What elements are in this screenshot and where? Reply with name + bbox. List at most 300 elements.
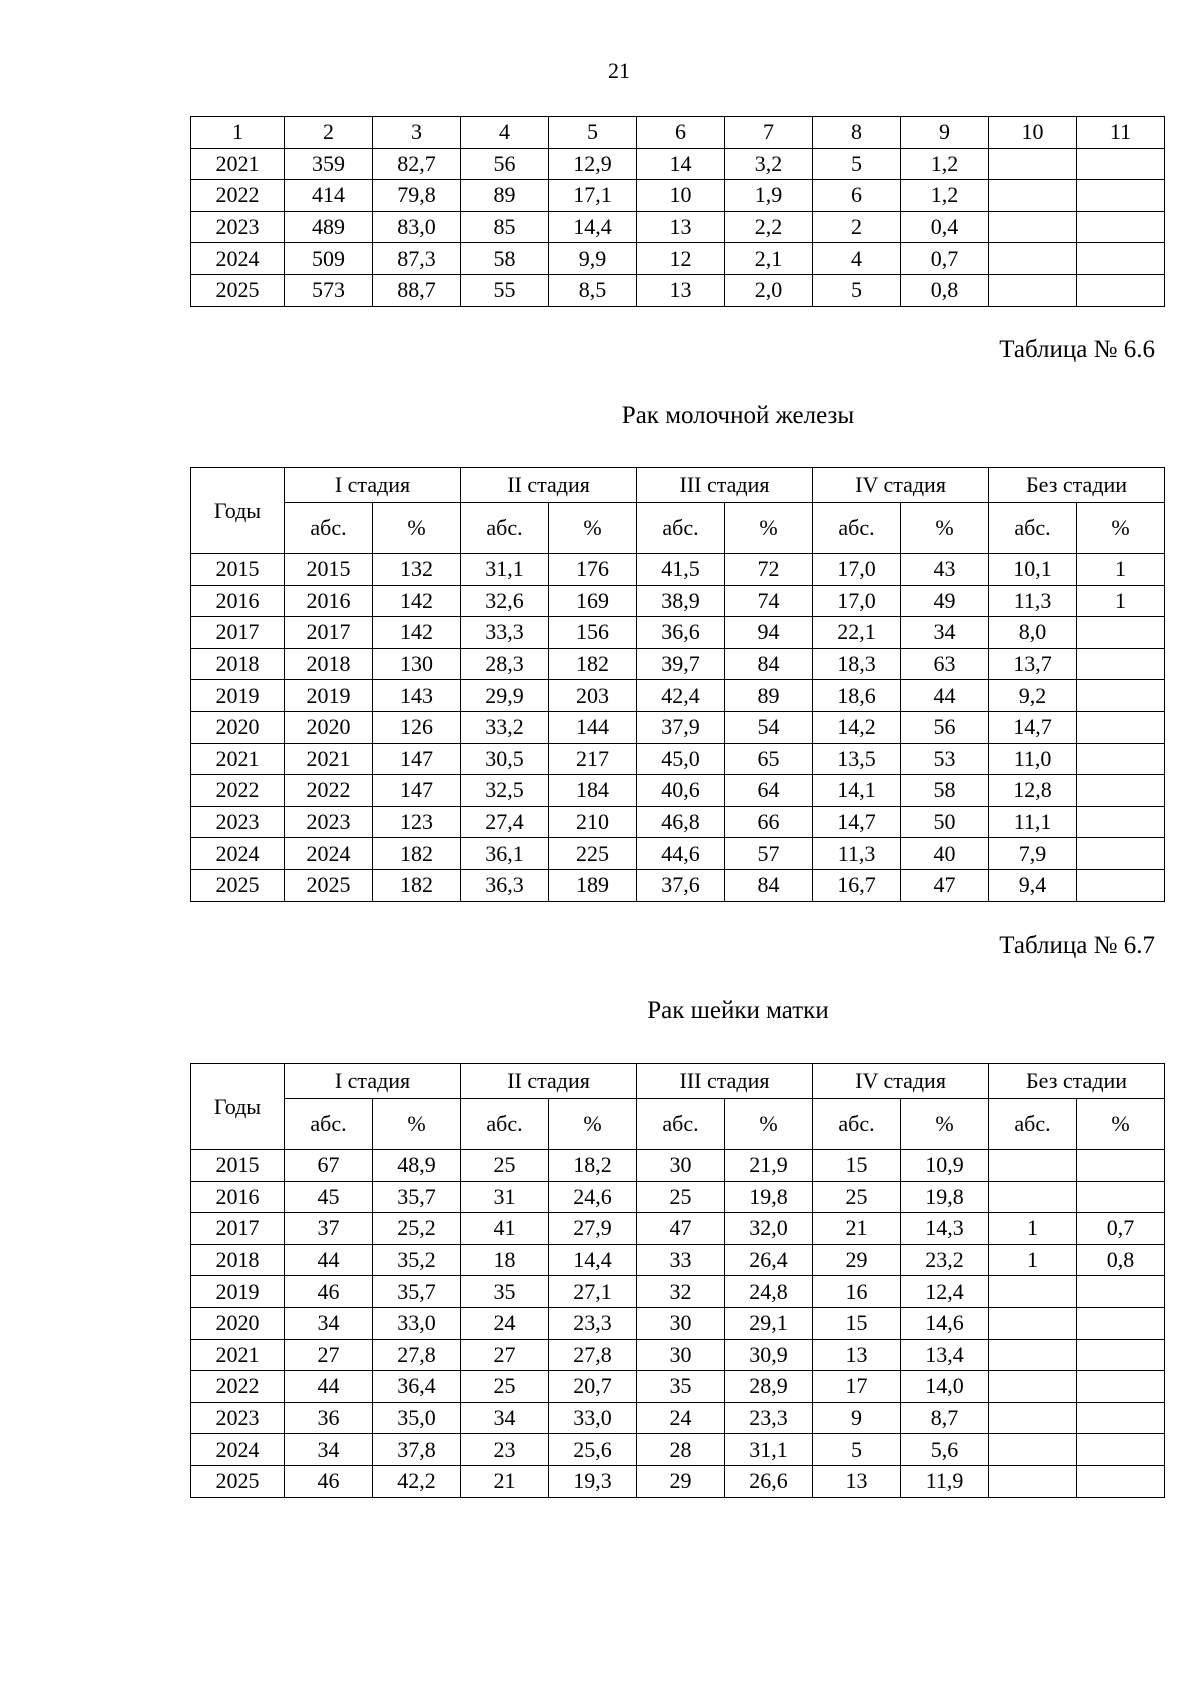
table-cell: 30 (637, 1339, 725, 1371)
column-number-cell: 11 (1077, 117, 1165, 149)
table-cell: 25,6 (549, 1434, 637, 1466)
table-cell: 79,8 (373, 180, 461, 212)
table-cell (1077, 1465, 1165, 1497)
table-cell: 11,3 (989, 585, 1077, 617)
table-cell: 13 (637, 211, 725, 243)
table-row (191, 1244, 1165, 1276)
table-cell: 37,9 (637, 711, 725, 743)
percent-header: % (549, 1099, 637, 1150)
table-cell: 45,0 (637, 743, 725, 775)
column-number-cell: 7 (725, 117, 813, 149)
table-cell: 35,7 (373, 1276, 461, 1308)
table-cell: 2019 (285, 680, 373, 712)
table-cell (1077, 617, 1165, 649)
table-row (191, 1150, 1165, 1182)
table-cell: 13,4 (901, 1339, 989, 1371)
table-cell: 57 (725, 838, 813, 870)
table-cell: 54 (725, 711, 813, 743)
table-cell: 176 (549, 554, 637, 586)
percent-header: % (725, 503, 813, 554)
table-row (191, 648, 1165, 680)
continuation-table (190, 116, 1165, 307)
table-cell: 2,2 (725, 211, 813, 243)
stage-header: III стадия (637, 468, 813, 503)
table-cell: 12,4 (901, 1276, 989, 1308)
table-cell: 27 (461, 1339, 549, 1371)
page-number: 21 (608, 58, 630, 83)
table-row (191, 617, 1165, 649)
table-cell: 11,1 (989, 806, 1077, 838)
column-number-cell: 2 (285, 117, 373, 149)
table-cell: 58 (461, 243, 549, 275)
table-cell: 509 (285, 243, 373, 275)
abs-header: абс. (989, 503, 1077, 554)
table-cell (1077, 1150, 1165, 1182)
table-cell: 27 (285, 1339, 373, 1371)
table-cell (989, 1465, 1077, 1497)
stage-header: II стадия (461, 1064, 637, 1099)
table-cell: 44 (901, 680, 989, 712)
table-cell: 189 (549, 869, 637, 901)
table-cell: 1 (1077, 554, 1165, 586)
table-cell: 24 (637, 1402, 725, 1434)
table-cell (989, 1181, 1077, 1213)
table-cell: 34 (285, 1307, 373, 1339)
table-cell: 11,3 (813, 838, 901, 870)
table-cell: 2017 (285, 617, 373, 649)
table-cell: 35,7 (373, 1181, 461, 1213)
table-cell: 22,1 (813, 617, 901, 649)
table-cell: 10,9 (901, 1150, 989, 1182)
table-row (191, 838, 1165, 870)
table-cell: 0,8 (901, 274, 989, 306)
table-cell: 147 (373, 743, 461, 775)
table-cell: 65 (725, 743, 813, 775)
year-cell: 2020 (191, 1307, 285, 1339)
stage-header: II стадия (461, 468, 637, 503)
table-cell: 84 (725, 869, 813, 901)
year-cell: 2016 (191, 1181, 285, 1213)
table-cell: 36,6 (637, 617, 725, 649)
table-cell: 2,1 (725, 243, 813, 275)
table-row (191, 1402, 1165, 1434)
table-cell: 0,4 (901, 211, 989, 243)
table-row (191, 869, 1165, 901)
table-cell: 87,3 (373, 243, 461, 275)
stage-header: Без стадии (989, 468, 1165, 503)
column-number-cell: 9 (901, 117, 989, 149)
table-cell (1077, 838, 1165, 870)
table-cell: 30 (637, 1307, 725, 1339)
table-caption: Таблица № 6.7 (999, 932, 1155, 959)
table-cell: 9 (813, 1402, 901, 1434)
table-cell: 27,9 (549, 1213, 637, 1245)
table-cell (1077, 180, 1165, 212)
table-cell: 2018 (285, 648, 373, 680)
abs-header: абс. (637, 503, 725, 554)
abs-header: абс. (285, 1099, 373, 1150)
table-cell: 31 (461, 1181, 549, 1213)
table-cell: 12 (637, 243, 725, 275)
table-cell: 2022 (285, 775, 373, 807)
table-cell: 39,7 (637, 648, 725, 680)
table-cell: 56 (461, 148, 549, 180)
percent-header: % (901, 1099, 989, 1150)
table-cell: 225 (549, 838, 637, 870)
year-cell: 2017 (191, 1213, 285, 1245)
table-cell (1077, 1402, 1165, 1434)
abs-header: абс. (461, 1099, 549, 1150)
table-cell (1077, 711, 1165, 743)
percent-header: % (1077, 503, 1165, 554)
table-cell: 142 (373, 617, 461, 649)
table-cell: 28,3 (461, 648, 549, 680)
table-cell: 32 (637, 1276, 725, 1308)
table-cell: 32,0 (725, 1213, 813, 1245)
table-cell: 1 (989, 1244, 1077, 1276)
table-row (191, 180, 1165, 212)
table-cell: 30,5 (461, 743, 549, 775)
table-cell: 1 (989, 1213, 1077, 1245)
table-cell: 8,7 (901, 1402, 989, 1434)
table-title: Рак молочной железы (621, 402, 855, 429)
breast-cancer-table-body (191, 554, 1165, 902)
table-cell (1077, 274, 1165, 306)
table-cell: 15 (813, 1150, 901, 1182)
table-cell: 29,1 (725, 1307, 813, 1339)
percent-header: % (725, 1099, 813, 1150)
table-row (191, 585, 1165, 617)
table-cell: 40 (901, 838, 989, 870)
table-cell: 88,7 (373, 274, 461, 306)
table-cell: 26,6 (725, 1465, 813, 1497)
table-cell: 14,3 (901, 1213, 989, 1245)
table-cell: 17,0 (813, 585, 901, 617)
column-number-cell: 1 (191, 117, 285, 149)
table-cell: 182 (373, 838, 461, 870)
table-cell (1077, 806, 1165, 838)
table-cell: 37 (285, 1213, 373, 1245)
year-header: Годы (191, 468, 285, 554)
table-cell: 14,0 (901, 1371, 989, 1403)
table-cell (1077, 148, 1165, 180)
table-cell: 19,8 (901, 1181, 989, 1213)
table-cell: 31,1 (461, 554, 549, 586)
table-cell: 2021 (285, 743, 373, 775)
table-row (191, 1181, 1165, 1213)
table-cell: 26,4 (725, 1244, 813, 1276)
table-cell: 48,9 (373, 1150, 461, 1182)
table-cell: 130 (373, 648, 461, 680)
table-cell: 13 (637, 274, 725, 306)
table-cell: 34 (285, 1434, 373, 1466)
table-cell: 2 (813, 211, 901, 243)
table-row (191, 554, 1165, 586)
table-cell: 37,8 (373, 1434, 461, 1466)
table-cell: 1 (1077, 585, 1165, 617)
column-number-cell: 8 (813, 117, 901, 149)
table-cell: 36 (285, 1402, 373, 1434)
table-cell: 89 (461, 180, 549, 212)
table-cell: 53 (901, 743, 989, 775)
table-cell: 36,3 (461, 869, 549, 901)
table-cell: 414 (285, 180, 373, 212)
table-cell: 33 (637, 1244, 725, 1276)
table-cell: 25 (461, 1150, 549, 1182)
table-cell: 217 (549, 743, 637, 775)
table-cell: 30,9 (725, 1339, 813, 1371)
table-cell (989, 180, 1077, 212)
table-cell: 25 (461, 1371, 549, 1403)
table-cell: 5,6 (901, 1434, 989, 1466)
table-cell: 16,7 (813, 869, 901, 901)
table-cell: 44 (285, 1244, 373, 1276)
table-cell: 9,9 (549, 243, 637, 275)
column-number-cell: 4 (461, 117, 549, 149)
table-cell (989, 1150, 1077, 1182)
table-cell: 82,7 (373, 148, 461, 180)
table-cell: 49 (901, 585, 989, 617)
table-cell: 16 (813, 1276, 901, 1308)
table-row (191, 1307, 1165, 1339)
table-cell: 14,7 (813, 806, 901, 838)
table-cell: 5 (813, 1434, 901, 1466)
table-cell: 56 (901, 711, 989, 743)
table-cell: 14,2 (813, 711, 901, 743)
table-cell: 10,1 (989, 554, 1077, 586)
year-cell: 2019 (191, 1276, 285, 1308)
table-cell: 19,8 (725, 1181, 813, 1213)
year-cell: 2020 (191, 711, 285, 743)
table-row (191, 806, 1165, 838)
table-cell: 94 (725, 617, 813, 649)
year-cell: 2018 (191, 648, 285, 680)
year-cell: 2023 (191, 1402, 285, 1434)
table-cell: 6 (813, 180, 901, 212)
table-cell (1077, 1307, 1165, 1339)
year-cell: 2023 (191, 211, 285, 243)
table-cell: 27,1 (549, 1276, 637, 1308)
table-cell: 1,2 (901, 180, 989, 212)
table-cell: 35 (461, 1276, 549, 1308)
table-cell (989, 1402, 1077, 1434)
table-cell: 13,5 (813, 743, 901, 775)
table-cell: 17,1 (549, 180, 637, 212)
table-cell: 33,0 (549, 1402, 637, 1434)
table-cell: 2,0 (725, 274, 813, 306)
table-cell: 10 (637, 180, 725, 212)
column-number-cell: 6 (637, 117, 725, 149)
column-number-cell: 5 (549, 117, 637, 149)
table-cell: 24,6 (549, 1181, 637, 1213)
table-cell: 182 (373, 869, 461, 901)
table-cell: 3,2 (725, 148, 813, 180)
percent-header: % (1077, 1099, 1165, 1150)
table-cell: 132 (373, 554, 461, 586)
table-cell (989, 1307, 1077, 1339)
table-row (191, 148, 1165, 180)
table-cell (1077, 775, 1165, 807)
table-cell: 8,0 (989, 617, 1077, 649)
abs-header: абс. (461, 503, 549, 554)
breast-cancer-table (190, 467, 1165, 902)
table-cell: 34 (461, 1402, 549, 1434)
abs-header: абс. (285, 503, 373, 554)
table-cell: 14,1 (813, 775, 901, 807)
table-cell (1077, 1276, 1165, 1308)
table-row (191, 243, 1165, 275)
table-cell (989, 1276, 1077, 1308)
table-cell: 184 (549, 775, 637, 807)
table-cell: 147 (373, 775, 461, 807)
table-cell (1077, 211, 1165, 243)
table-row (191, 1434, 1165, 1466)
table-cell: 47 (901, 869, 989, 901)
table-cell: 40,6 (637, 775, 725, 807)
year-cell: 2025 (191, 274, 285, 306)
year-cell: 2019 (191, 680, 285, 712)
table-cell: 9,4 (989, 869, 1077, 901)
table-cell: 50 (901, 806, 989, 838)
table-cell (989, 274, 1077, 306)
table-cell (989, 148, 1077, 180)
table-cell: 25,2 (373, 1213, 461, 1245)
table-cell: 15 (813, 1307, 901, 1339)
table-cell: 2016 (285, 585, 373, 617)
year-cell: 2017 (191, 617, 285, 649)
table-cell: 74 (725, 585, 813, 617)
cervical-cancer-table-body (191, 1150, 1165, 1498)
table-row (191, 680, 1165, 712)
cervical-cancer-table (190, 1063, 1165, 1498)
year-cell: 2018 (191, 1244, 285, 1276)
table-cell: 28 (637, 1434, 725, 1466)
percent-header: % (901, 503, 989, 554)
table-cell: 46 (285, 1465, 373, 1497)
table-row (191, 1371, 1165, 1403)
table-cell: 24 (461, 1307, 549, 1339)
table-cell: 19,3 (549, 1465, 637, 1497)
year-cell: 2022 (191, 775, 285, 807)
table-cell: 21 (461, 1465, 549, 1497)
table-cell: 63 (901, 648, 989, 680)
table-cell: 203 (549, 680, 637, 712)
table-cell: 21,9 (725, 1150, 813, 1182)
table-cell: 33,0 (373, 1307, 461, 1339)
column-number-cell: 3 (373, 117, 461, 149)
table-cell (989, 243, 1077, 275)
table-cell: 30 (637, 1150, 725, 1182)
table-cell: 43 (901, 554, 989, 586)
table-cell (989, 1339, 1077, 1371)
table-cell (1077, 869, 1165, 901)
table-cell: 123 (373, 806, 461, 838)
year-cell: 2015 (191, 1150, 285, 1182)
table-cell: 14,6 (901, 1307, 989, 1339)
table-cell: 14 (637, 148, 725, 180)
table-cell: 37,6 (637, 869, 725, 901)
table-cell: 36,4 (373, 1371, 461, 1403)
table-cell: 18,6 (813, 680, 901, 712)
table-row (191, 743, 1165, 775)
table-cell (1077, 648, 1165, 680)
table-row (191, 1276, 1165, 1308)
percent-header: % (373, 1099, 461, 1150)
abs-header: абс. (637, 1099, 725, 1150)
table-cell: 66 (725, 806, 813, 838)
year-cell: 2025 (191, 1465, 285, 1497)
table-cell: 11,9 (901, 1465, 989, 1497)
table-cell: 169 (549, 585, 637, 617)
table-cell: 0,7 (1077, 1213, 1165, 1245)
year-cell: 2024 (191, 838, 285, 870)
table-cell: 8,5 (549, 274, 637, 306)
stage-header: I стадия (285, 468, 461, 503)
year-cell: 2024 (191, 1434, 285, 1466)
table-header-row (191, 117, 1165, 149)
table-cell: 143 (373, 680, 461, 712)
abs-header: абс. (813, 503, 901, 554)
table-cell (1077, 1339, 1165, 1371)
table-cell: 46 (285, 1276, 373, 1308)
table-cell: 489 (285, 211, 373, 243)
percent-header: % (549, 503, 637, 554)
table-cell: 14,4 (549, 211, 637, 243)
table-cell: 32,6 (461, 585, 549, 617)
table-cell: 33,2 (461, 711, 549, 743)
table-cell (1077, 1371, 1165, 1403)
year-cell: 2022 (191, 180, 285, 212)
table-cell: 2015 (285, 554, 373, 586)
table-cell: 2025 (285, 869, 373, 901)
table-cell: 11,0 (989, 743, 1077, 775)
table-cell: 12,9 (549, 148, 637, 180)
table-cell: 126 (373, 711, 461, 743)
table-cell: 13 (813, 1339, 901, 1371)
stage-header: I стадия (285, 1064, 461, 1099)
table-cell: 32,5 (461, 775, 549, 807)
table-cell: 17 (813, 1371, 901, 1403)
table-cell: 34 (901, 617, 989, 649)
table-cell (1077, 1434, 1165, 1466)
table-cell (989, 211, 1077, 243)
table-cell: 38,9 (637, 585, 725, 617)
stage-header: IV стадия (813, 468, 989, 503)
table-cell: 182 (549, 648, 637, 680)
table-cell: 27,8 (549, 1339, 637, 1371)
year-cell: 2015 (191, 554, 285, 586)
table-cell: 144 (549, 711, 637, 743)
table-cell: 1,9 (725, 180, 813, 212)
table-cell: 18 (461, 1244, 549, 1276)
year-cell: 2024 (191, 243, 285, 275)
table-cell: 210 (549, 806, 637, 838)
table-row (191, 1465, 1165, 1497)
year-cell: 2025 (191, 869, 285, 901)
table-cell (1077, 680, 1165, 712)
table-cell: 23,3 (725, 1402, 813, 1434)
abs-header: абс. (813, 1099, 901, 1150)
table-cell: 2024 (285, 838, 373, 870)
table-title: Рак шейки матки (647, 997, 829, 1024)
table-cell: 18,2 (549, 1150, 637, 1182)
table-cell: 18,3 (813, 648, 901, 680)
table-cell: 14,7 (989, 711, 1077, 743)
table-cell: 45 (285, 1181, 373, 1213)
year-cell: 2021 (191, 148, 285, 180)
table-cell: 2023 (285, 806, 373, 838)
table-cell: 36,1 (461, 838, 549, 870)
